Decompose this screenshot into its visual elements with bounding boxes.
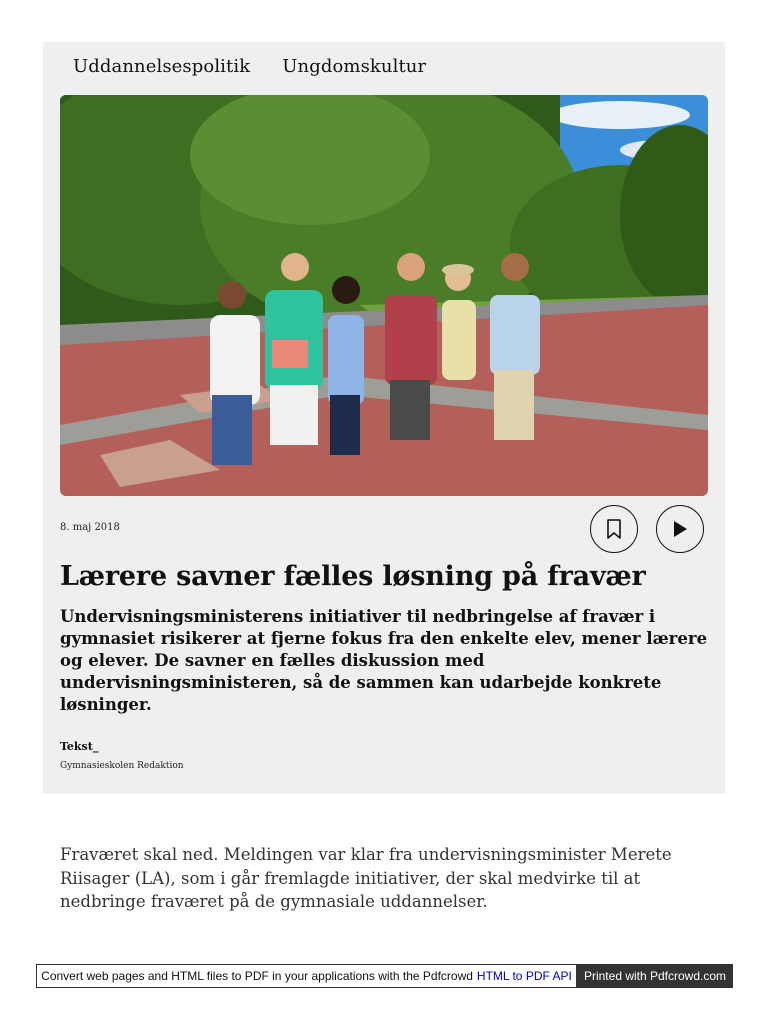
article-title: Lærere savner fælles løsning på fravær <box>60 561 646 592</box>
byline-author[interactable]: Gymnasieskolen Redaktion <box>60 761 184 771</box>
footer-api-link[interactable]: HTML to PDF API <box>476 969 572 983</box>
tag-ungdomskultur[interactable]: Ungdomskultur <box>282 56 427 77</box>
tag-list <box>73 56 426 77</box>
article-body: Fraværet skal ned. Meldingen var klar fra undervisningsminister Merete Riisager (LA), som i går fremlagde initiativer, der skal medvirke til at nedbringe fraværet på de gymnasiale uddannelser. <box>60 845 672 911</box>
byline-label: Tekst_ <box>60 740 99 753</box>
article-lead: Undervisningsministerens initiativer til nedbringelse af fravær i gymnasiet risikerer at fjerne fokus fra den enkelte elev, mener lærere og elever. De savner en fælles diskussion med undervisningsministeren, så de sammen kan udarbejde konkrete løsninger. <box>60 607 708 714</box>
footer-printed-badge[interactable]: Printed with Pdfcrowd.com <box>577 964 733 988</box>
tag-uddannelsespolitik[interactable]: Uddannelsespolitik <box>73 56 251 77</box>
bookmark-button[interactable] <box>590 505 638 553</box>
bookmark-icon <box>606 519 622 539</box>
play-icon <box>672 520 688 538</box>
hero-photo <box>60 95 708 496</box>
article-header-card <box>43 42 725 794</box>
hero-image <box>60 95 708 496</box>
pdfcrowd-footer <box>36 964 733 988</box>
article-date: 8. maj 2018 <box>60 522 120 533</box>
footer-notice <box>36 964 577 988</box>
play-button[interactable] <box>656 505 704 553</box>
footer-text: Convert web pages and HTML files to PDF in your applications with the Pdfcrowd <box>41 969 473 983</box>
